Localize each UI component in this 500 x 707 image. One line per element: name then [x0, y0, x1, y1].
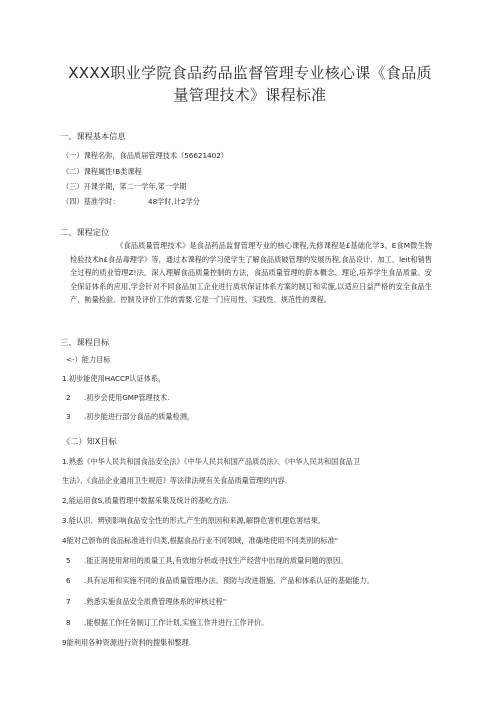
- knowledge-goal-4: 4能对己颁布的食品标准进行归类,根据食品行业不同领域，准确地使用不同类别的标准": [62, 536, 339, 545]
- knowledge-goal-5-text: .能正润使用常用的质量工具,有效地分析或寻找生产经营中出现的质量问题的原因。: [84, 556, 348, 565]
- knowledge-goal-1-line-2: 生法》、《食品企业通用卫生规范》等法律法规有关食品质量管理的内容.: [62, 476, 288, 485]
- ability-goal-2-number: 2: [66, 393, 71, 402]
- knowledge-goal-8-text: .能根据工作任务制订工作计划,实施工作并进行工作评价。: [84, 618, 269, 627]
- knowledge-goal-8-number: 8: [66, 618, 71, 627]
- knowledge-goal-1-line-1: 1.熟悉《中华人民共和国食品安全法》《中华人民共和国产品质员法》、《中华人民共和国食品卫: [62, 457, 360, 466]
- document-title: [50, 62, 450, 106]
- course-positioning-paragraph: [70, 239, 432, 307]
- ability-goal-1: 1.初步能使用HACCP认证体系，: [62, 374, 166, 383]
- knowledge-goal-5-number: 5: [66, 556, 71, 565]
- knowledge-goal-7-text: .熟悉实施食品安全质费管理体系的审核过程": [84, 597, 227, 606]
- ability-goal-3-number: 3: [66, 412, 71, 421]
- credit-hours-label: （四）基准学时：: [62, 197, 120, 206]
- course-attribute-line: 《二）课程属性!B类课程: [62, 167, 142, 176]
- semester-line: （三）开课学期，笫二一学年,笫一学期: [62, 182, 187, 191]
- knowledge-goal-6-number: 6: [66, 576, 71, 585]
- title-line-2: 量管理技术》课程标准: [173, 86, 327, 104]
- knowledge-goal-7-number: 7: [66, 597, 71, 606]
- knowledge-goal-3: 3.能认识、辨别影响食品安全性的形式,产生的原因和来源,解群危害机理危害结果。: [62, 516, 325, 525]
- knowledge-goal-9: 9能利用各种资源进行资料的搜集和整理.: [62, 638, 192, 647]
- knowledge-goals-heading: 《二）知X目标: [62, 436, 117, 446]
- knowledge-goal-6-text: .具有运用和实施不同的食品质量管理办法、预防与改进措施、产品和体系认证的基础能力。: [84, 576, 374, 585]
- ability-goal-2-text: .初步会使用GMP管理技术.: [84, 393, 170, 402]
- ability-goals-heading: <-）能力目标: [66, 355, 111, 364]
- course-name-line: （一）课程名弥，食品质届管理技术（56621402）: [62, 151, 228, 160]
- title-line-1: XXXX职业学院食品药品监督管理专业核心课《食品质: [68, 64, 432, 82]
- section-3-heading: 三、课程目标: [60, 337, 110, 347]
- ability-goal-3-text: .初步能进行部分食品的质量检测，: [84, 412, 195, 421]
- section-1-heading: 一、课程基本信息: [60, 131, 126, 141]
- knowledge-goal-2: 2,能运用食S,质量哲理中数据采集及统计的基屹方法.: [62, 496, 229, 505]
- section-2-heading: 二、课程定位: [60, 227, 110, 237]
- credit-hours-value: 48学时,计2学分: [148, 197, 200, 206]
- course-positioning-text: 《食品质量管理技术》是食品药品监督管理专业的核心课程,先修课程是£基础化学3、E食M微生物检验技术h£食品毒理学》等，通过本课程的学习使学生了解食品质破管理的发展历程,食品设计、加工、leit和销售全过程的质业管理Z!法，深入理解食品质量控制的方法，食品质量管理的蔚本概念、理论,培养学生食品质量、安全保证体系的应用,学会针对不同食品加工企业进行质状保证体系方案的制订和实施,以适应日益严格的安全食品生产、鲂量检验、控制及评价工作的需要.它是一门应用性、实践性、规范性的课程。: [70, 241, 432, 305]
